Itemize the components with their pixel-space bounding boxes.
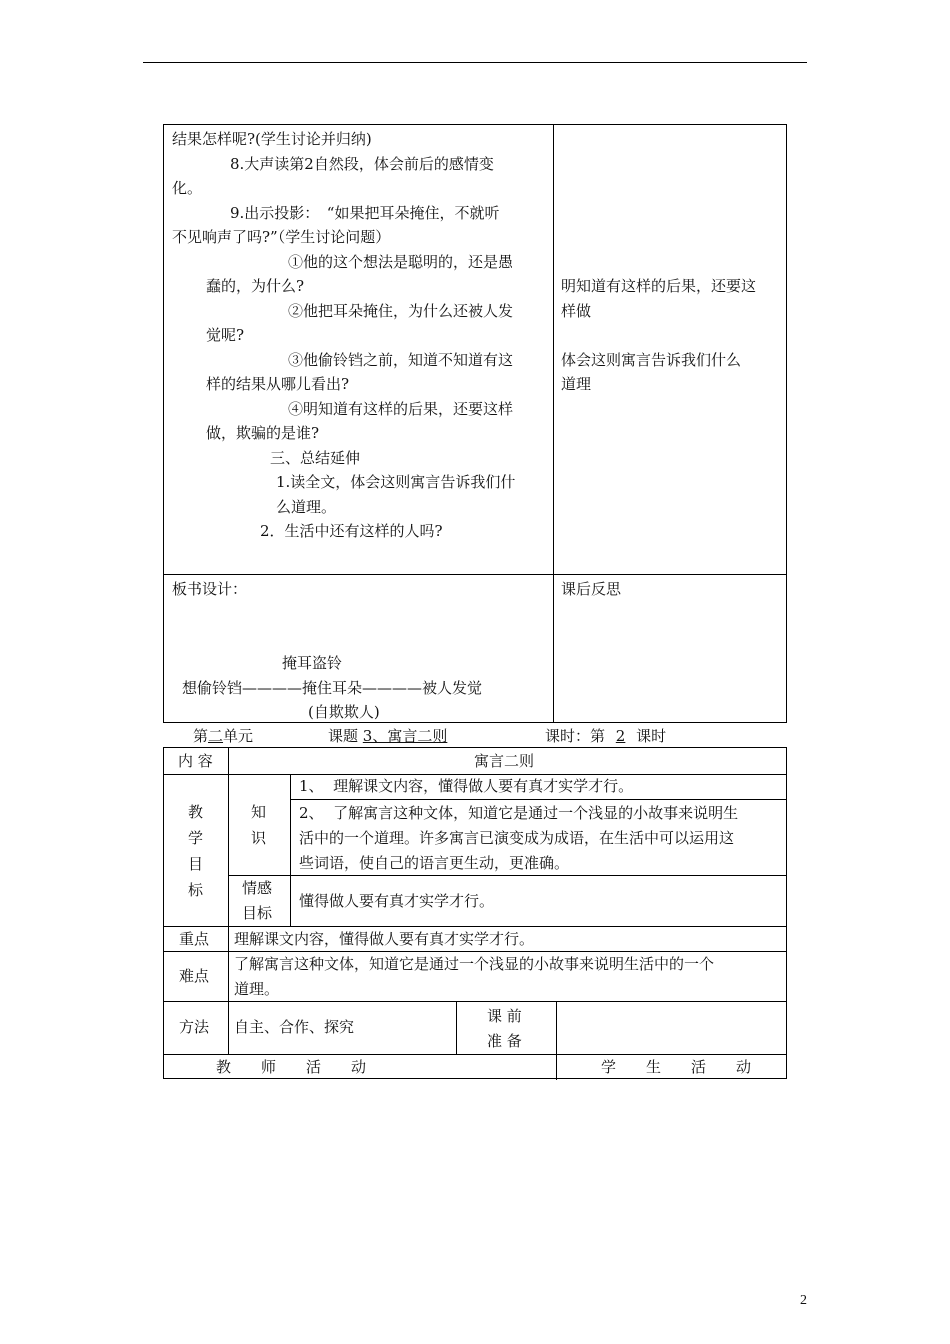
board-note: (自欺欺人) [308,703,380,721]
question-line: 样的结果从哪儿看出? [206,375,350,393]
unit-label: 第二单元 [193,727,254,745]
lesson-label: 课题 3、寓言二则 [328,727,448,745]
question-line: 蠢的，为什么? [206,277,305,295]
student-note: 体会这则寓言告诉我们什么 [561,351,742,369]
content-value: 寓言二则 [474,752,535,770]
difficulty-value: 道理。 [234,980,280,998]
lesson-continuation-table [163,124,787,723]
student-note: 样做 [561,302,592,320]
lesson-plan-table [163,747,787,1079]
summary-line: 么道理。 [276,498,337,516]
question-line: ③他偷铃铛之前，知道不知道有这 [288,351,514,369]
summary-line: 1.读全文，体会这则寓言告诉我们什 [276,473,516,491]
page-number: 2 [800,1293,807,1308]
teacher-activity-header: 教 师 活 动 [216,1058,367,1076]
board-flow: 想偷铃铛————掩住耳朵————被人发觉 [182,679,483,697]
procedure-line: 9.出示投影： “如果把耳朵掩住，不就听 [230,204,500,222]
question-line: ①他的这个想法是聪明的，还是愚 [288,253,514,271]
reflection-label: 课后反思 [561,580,622,598]
emotion-label: 情感 [242,879,273,897]
knowledge-goal-2: 些词语，使自己的语言更生动，更准确。 [299,854,570,872]
emotion-goal: 懂得做人要有真才实学才行。 [299,892,495,910]
difficulty-label: 难点 [179,967,210,985]
section-heading: 三、总结延伸 [270,449,361,467]
question-line: 觉呢? [206,326,245,344]
goals-label: 学 [188,829,204,847]
student-note: 明知道有这样的后果，还要这 [561,277,757,295]
student-note: 道理 [561,375,592,393]
question-line: ④明知道有这样的后果，还要这样 [288,400,514,418]
knowledge-goal-1: 1、 理解课文内容，懂得做人要有真才实学才行。 [299,777,634,795]
board-title: 掩耳盗铃 [282,654,343,672]
goals-label: 目 [188,855,204,873]
difficulty-value: 了解寓言这种文体，知道它是通过一个浅显的小故事来说明生活中的一个 [234,955,715,973]
header-rule [143,62,807,63]
procedure-line: 8.大声读第2自然段，体会前后的感情变 [230,155,494,173]
period-label: 课时：第 2 课时 [545,727,667,745]
procedure-line: 结果怎样呢?(学生讨论并归纳) [172,130,372,148]
procedure-line: 化。 [172,179,203,197]
method-value: 自主、合作、探究 [234,1018,355,1036]
preparation-label: 准 备 [487,1032,522,1050]
method-label: 方法 [179,1018,210,1036]
student-activity-header: 学 生 活 动 [601,1058,752,1076]
key-point-value: 理解课文内容，懂得做人要有真才实学才行。 [234,930,535,948]
knowledge-goal-2: 活中的一个道理。许多寓言已演变成为成语，在生活中可以运用这 [299,829,735,847]
knowledge-label: 知 [251,803,267,821]
procedure-line: 不见响声了吗?”（学生讨论问题） [172,228,391,246]
board-design-label: 板书设计： [172,580,248,598]
emotion-label: 目标 [242,904,273,922]
summary-line: 2．生活中还有这样的人吗? [260,522,443,540]
knowledge-goal-2: 2、 了解寓言这种文体，知道它是通过一个浅显的小故事来说明生 [299,804,739,822]
key-point-label: 重点 [179,930,210,948]
goals-label: 教 [188,803,204,821]
knowledge-label: 识 [251,829,267,847]
preparation-label: 课 前 [487,1007,522,1025]
content-label: 内 容 [178,752,213,770]
goals-label: 标 [188,881,204,899]
question-line: 做，欺骗的是谁? [206,424,320,442]
question-line: ②他把耳朵掩住，为什么还被人发 [288,302,514,320]
